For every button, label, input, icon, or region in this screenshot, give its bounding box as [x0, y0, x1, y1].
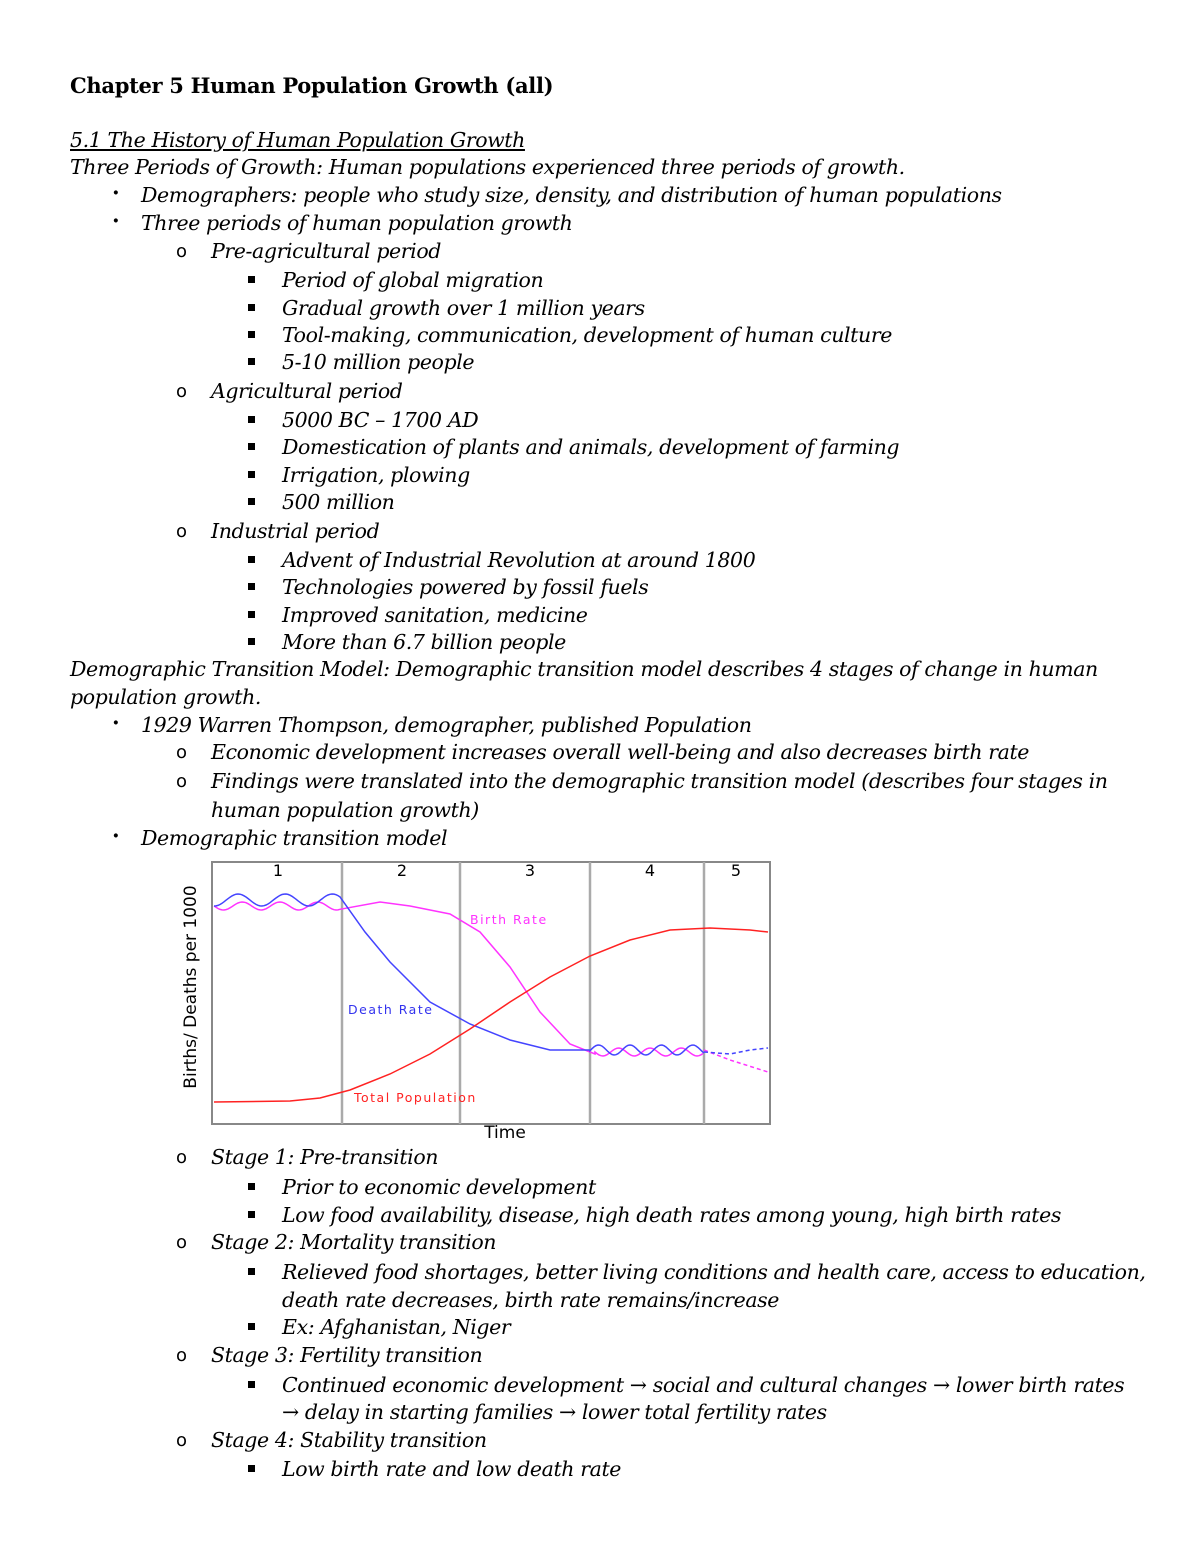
stage-label: 2: [396, 861, 408, 880]
chart-svg: [150, 852, 790, 1142]
plot-area: [212, 862, 770, 1124]
y-axis-label: Births/ Deaths per 1000: [181, 885, 201, 1089]
list-item: 5000 BC – 1700 AD: [282, 408, 479, 432]
bullet-circle: o: [176, 521, 188, 542]
list-item: Economic development increases overall well-being and also decreases birth rate: [211, 740, 1030, 764]
list-item: Continued economic development → social and cultural changes → lower birth rates: [282, 1373, 1125, 1397]
bullet-circle: o: [176, 771, 188, 792]
page-title: Chapter 5 Human Population Growth (all): [70, 73, 554, 98]
list-item: 1929 Warren Thompson, demographer, published Population: [141, 713, 752, 737]
list-item: death rate decreases, birth rate remains/increase: [282, 1288, 780, 1312]
stage-label: 4: [644, 861, 656, 880]
total-population-label: Total Population: [354, 1090, 477, 1105]
list-item: human population growth): [211, 798, 479, 822]
list-item: Low food availability, disease, high death rates among young, high birth rates: [282, 1203, 1061, 1227]
list-item: Pre-agricultural period: [211, 239, 442, 263]
bullet-square: [248, 1211, 255, 1218]
bullet-circle: o: [176, 742, 188, 763]
bullet-circle: o: [176, 1232, 188, 1253]
list-item: Prior to economic development: [282, 1175, 596, 1199]
list-item: Demographic transition model: [141, 826, 448, 850]
bullet-square: [248, 1268, 255, 1275]
list-item: Demographers: people who study size, density, and distribution of human populations: [141, 183, 1002, 207]
list-item: Technologies powered by fossil fuels: [282, 575, 649, 599]
list-item: Domestication of plants and animals, development of farming: [282, 435, 900, 459]
list-item: Findings were translated into the demographic transition model (describes four stages in: [211, 769, 1108, 793]
bullet-dot: ·: [112, 823, 120, 849]
bullet-square: [248, 1183, 255, 1190]
bullet-dot: ·: [112, 710, 120, 736]
list-item: Gradual growth over 1 million years: [282, 296, 645, 320]
stage-label: 1: [272, 861, 284, 880]
x-axis-label: Time: [484, 1123, 526, 1142]
dtm-intro-line1: Demographic Transition Model: Demographic transition model describes 4 stages of change in human: [70, 657, 1098, 681]
list-item: 5-10 million people: [282, 350, 475, 374]
bullet-square: [248, 331, 255, 338]
section-heading: 5.1 The History of Human Population Growth: [70, 128, 525, 152]
bullet-square: [248, 443, 255, 450]
dtm-intro-line2: population growth.: [70, 685, 261, 709]
demographic-transition-chart: [150, 852, 790, 1142]
list-item: Three periods of human population growth: [141, 211, 573, 235]
three-periods-intro: Three Periods of Growth: Human populations experienced three periods of growth.: [70, 155, 905, 179]
birth-rate-label: Birth Rate: [470, 912, 548, 927]
list-item: Relieved food shortages, better living conditions and health care, access to education,: [282, 1260, 1146, 1284]
stage-label: 5: [730, 861, 742, 880]
bullet-square: [248, 1381, 255, 1388]
list-item: Tool-making, communication, development of human culture: [282, 323, 892, 347]
bullet-circle: o: [176, 381, 188, 402]
stage-2-label: Stage 2: Mortality transition: [211, 1230, 497, 1254]
list-item: More than 6.7 billion people: [282, 630, 566, 654]
bullet-square: [248, 498, 255, 505]
list-item: Improved sanitation, medicine: [282, 603, 588, 627]
stage-3-label: Stage 3: Fertility transition: [211, 1343, 483, 1367]
bullet-square: [248, 358, 255, 365]
bullet-circle: o: [176, 1147, 188, 1168]
bullet-circle: o: [176, 1345, 188, 1366]
bullet-square: [248, 471, 255, 478]
list-item: Irrigation, plowing: [282, 463, 470, 487]
bullet-dot: ·: [112, 180, 120, 206]
bullet-square: [248, 583, 255, 590]
stage-1-label: Stage 1: Pre-transition: [211, 1145, 439, 1169]
list-item: → delay in starting families → lower total fertility rates: [282, 1400, 827, 1424]
bullet-square: [248, 611, 255, 618]
stage-4-label: Stage 4: Stability transition: [211, 1428, 487, 1452]
list-item: Low birth rate and low death rate: [282, 1457, 622, 1481]
stage-label: 3: [524, 861, 536, 880]
list-item: Agricultural period: [211, 379, 403, 403]
bullet-square: [248, 304, 255, 311]
list-item: Ex: Afghanistan, Niger: [282, 1315, 511, 1339]
list-item: 500 million: [282, 490, 395, 514]
bullet-square: [248, 1465, 255, 1472]
bullet-dot: ·: [112, 208, 120, 234]
death-rate-label: Death Rate: [348, 1002, 434, 1017]
list-item: Advent of Industrial Revolution at around 1800: [282, 548, 756, 572]
bullet-square: [248, 416, 255, 423]
bullet-square: [248, 276, 255, 283]
bullet-square: [248, 1323, 255, 1330]
bullet-square: [248, 638, 255, 645]
bullet-circle: o: [176, 1430, 188, 1451]
list-item: Period of global migration: [282, 268, 544, 292]
bullet-square: [248, 556, 255, 563]
bullet-circle: o: [176, 241, 188, 262]
list-item: Industrial period: [211, 519, 380, 543]
